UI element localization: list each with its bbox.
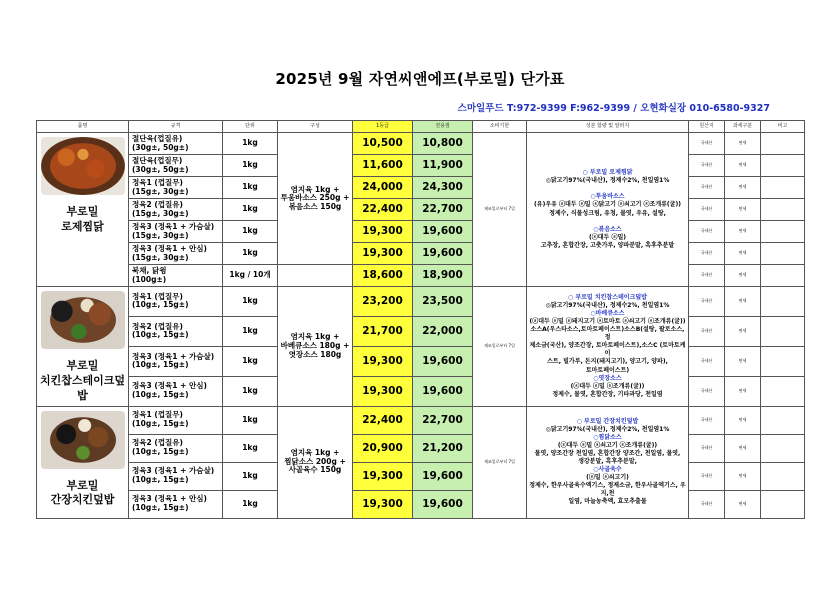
ingredient-line: ○사골육수	[593, 466, 622, 474]
note-cell	[761, 287, 805, 317]
ingredient-line: 소스A(우스타소스,토마토페이스트)소스B(설탕, 팔로소스, 정	[530, 326, 685, 342]
note-cell	[761, 434, 805, 462]
product-brand: 부로밀	[66, 478, 99, 492]
spec-cell	[129, 434, 223, 462]
tax-cell: 면세	[725, 490, 761, 518]
note-cell	[761, 221, 805, 243]
unit-cell: 1kg	[223, 199, 278, 221]
grade1-price: 19,300	[353, 462, 413, 490]
spec-size: (100g±)	[132, 274, 167, 284]
tax-cell: 면세	[725, 462, 761, 490]
header-exclusive: 전용점	[413, 121, 473, 133]
exclusive-price: 18,900	[413, 265, 473, 287]
composition-cell: 염지육 1kg + 바베큐소스 180g + 엿장소스 180g	[278, 287, 353, 407]
grade1-price: 18,600	[353, 265, 413, 287]
exclusive-price: 19,600	[413, 221, 473, 243]
expiry-cell: 제조일로부터 7일	[473, 133, 527, 287]
spec-cut: 정육2 (껍질유)	[132, 199, 183, 209]
expiry-cell: 제조일로부터 7일	[473, 287, 527, 407]
note-cell	[761, 462, 805, 490]
spec-size: (10g±, 15g±)	[132, 447, 189, 457]
tax-cell: 면세	[725, 177, 761, 199]
product-brand: 부로밀	[66, 205, 99, 218]
ingredient-line: 생강분말, 흑후추분말,	[578, 457, 637, 465]
price-table	[36, 120, 805, 519]
origin-cell: 국내산	[689, 406, 725, 434]
ingredient-line: ◎닭고기97%(국내산), 정제수2%, 천일염1%	[545, 425, 670, 433]
contact-info: 스마일푸드 T:972-9399 F:962-9399 / 오현화실장 010-6580-9327	[457, 103, 770, 114]
composition-cell: 염지육 1kg + 투움바소스 250g + 볶음소스 150g	[278, 133, 353, 265]
spec-cell	[129, 265, 223, 287]
tax-cell: 면세	[725, 133, 761, 155]
table-row	[37, 199, 805, 221]
spec-size: (15g±, 30g±)	[132, 252, 189, 262]
spec-size: (10g±, 15g±)	[132, 475, 189, 485]
chicken-chop-steak-rice-photo	[41, 291, 125, 349]
note-cell	[761, 133, 805, 155]
spec-cell	[129, 221, 223, 243]
spec-size: (10g±, 15g±)	[132, 419, 189, 429]
product-name: 치킨찹스테이크덮밥	[39, 373, 125, 402]
spec-cell	[129, 406, 223, 434]
exclusive-price: 22,700	[413, 406, 473, 434]
spec-size: (15g±, 30g±)	[132, 186, 189, 196]
table-row	[37, 133, 805, 155]
spec-cut: 정육3 (정육1 + 가슴살)	[132, 221, 215, 231]
spec-size: (30g±, 50g±)	[132, 142, 189, 152]
origin-cell: 국내산	[689, 199, 725, 221]
unit-cell: 1kg	[223, 490, 278, 518]
ingredient-line: ○ 부로밀 로제찜닭	[582, 169, 633, 177]
ingredient-line: ◎닭고기97%(국내산), 정제수2%, 천일염1%	[545, 177, 670, 185]
spec-cell	[129, 177, 223, 199]
ingredient-line: 정제수, 식물성크림, 유청, 물엿, 우유, 설탕,	[549, 209, 666, 217]
exclusive-price: 19,600	[413, 462, 473, 490]
spec-cell	[129, 346, 223, 376]
grade1-price: 19,300	[353, 221, 413, 243]
origin-cell: 국내산	[689, 177, 725, 199]
unit-cell: 1kg / 10개	[223, 265, 278, 287]
table-row	[37, 221, 805, 243]
note-cell	[761, 490, 805, 518]
table-row	[37, 346, 805, 376]
tax-cell: 면세	[725, 199, 761, 221]
spec-cut: 정육3 (정육1 + 안심)	[132, 381, 207, 391]
table-row	[37, 243, 805, 265]
ingredient-line: 고추장, 혼합간장, 고춧가루, 양파분말, 흑후추분말	[540, 241, 675, 249]
note-cell	[761, 199, 805, 221]
spec-cut: 정육3 (정육1 + 안심)	[132, 243, 207, 253]
table-row	[37, 265, 805, 287]
grade1-price: 24,000	[353, 177, 413, 199]
exclusive-price: 21,200	[413, 434, 473, 462]
tax-cell: 면세	[725, 265, 761, 287]
exclusive-price: 10,800	[413, 133, 473, 155]
spec-cell	[129, 376, 223, 406]
spec-cell	[129, 287, 223, 317]
tax-cell: 면세	[725, 243, 761, 265]
composition-cell-empty	[278, 265, 353, 287]
table-row	[37, 177, 805, 199]
note-cell	[761, 406, 805, 434]
page-title: 2025년 9월 자연씨앤에프(부로밀) 단가표	[275, 70, 565, 88]
grade1-price: 19,300	[353, 346, 413, 376]
note-cell	[761, 177, 805, 199]
spec-size: (10g±, 15g±)	[132, 390, 189, 400]
table-row	[37, 155, 805, 177]
origin-cell: 국내산	[689, 133, 725, 155]
ingredient-line: 정제수, 한우사골육수엑기스, 정제소금, 한우사골엑기스, 우지,천	[529, 482, 686, 498]
ingredient-line: (ⓢ대두 ⓢ밀 ⓢ조개류(굴))	[570, 382, 645, 390]
exclusive-price: 19,600	[413, 243, 473, 265]
exclusive-price: 19,600	[413, 490, 473, 518]
spec-cut: 북채, 닭윙	[132, 265, 167, 275]
grade1-price: 21,700	[353, 316, 413, 346]
origin-cell: 국내산	[689, 434, 725, 462]
table-row	[37, 490, 805, 518]
grade1-price: 20,900	[353, 434, 413, 462]
composition-cell: 염지육 1kg + 찜닭소스 200g + 사골육수 150g	[278, 406, 353, 518]
exclusive-price: 11,900	[413, 155, 473, 177]
grade1-price: 19,300	[353, 243, 413, 265]
note-cell	[761, 346, 805, 376]
ingredient-line: 토마토페이스트)	[585, 366, 630, 374]
expiry-cell: 제조일로부터 7일	[473, 406, 527, 518]
soy-chicken-rice-photo	[41, 411, 125, 469]
spec-cut: 절단육(껍질무)	[132, 155, 183, 165]
unit-cell: 1kg	[223, 133, 278, 155]
spec-size: (10g±, 15g±)	[132, 330, 189, 340]
unit-cell: 1kg	[223, 155, 278, 177]
origin-cell: 국내산	[689, 287, 725, 317]
spec-size: (30g±, 50g±)	[132, 164, 189, 174]
unit-cell: 1kg	[223, 346, 278, 376]
product-name: 로제찜닭	[61, 219, 104, 233]
ingredient-line: ○찜닭소스	[593, 433, 622, 441]
origin-cell: 국내산	[689, 462, 725, 490]
exclusive-price: 24,300	[413, 177, 473, 199]
ingredient-line: (ⓢ밀 ⓢ쇠고기)	[586, 474, 629, 482]
spec-cell	[129, 462, 223, 490]
ingredient-line: (ⓢ대두 ⓢ밀)	[589, 233, 626, 241]
header-spec: 규격	[129, 121, 223, 133]
unit-cell: 1kg	[223, 221, 278, 243]
tax-cell: 면세	[725, 287, 761, 317]
spec-cut: 정육1 (껍질무)	[132, 291, 183, 301]
header-grade1: 1등급	[353, 121, 413, 133]
spec-cut: 절단육(껍질유)	[132, 133, 183, 143]
grade1-price: 23,200	[353, 287, 413, 317]
spec-cut: 정육1 (껍질무)	[132, 177, 183, 187]
ingredient-line: 정제수, 물엿, 혼합간장, 기타과당, 천일염	[552, 390, 663, 398]
spec-size: (15g±, 30g±)	[132, 208, 189, 218]
ingredient-line: ○투움바소스	[590, 193, 625, 201]
unit-cell: 1kg	[223, 243, 278, 265]
tax-cell: 면세	[725, 155, 761, 177]
spec-cell	[129, 199, 223, 221]
tax-cell: 면세	[725, 346, 761, 376]
product-cell	[37, 133, 129, 287]
tax-cell: 면세	[725, 434, 761, 462]
product-cell	[37, 406, 129, 518]
header-unit: 단위	[223, 121, 278, 133]
exclusive-price: 19,600	[413, 376, 473, 406]
note-cell	[761, 376, 805, 406]
grade1-price: 10,500	[353, 133, 413, 155]
ingredient-line: ○볶음소스	[593, 225, 622, 233]
grade1-price: 22,400	[353, 199, 413, 221]
table-row	[37, 462, 805, 490]
spec-size: (10g±, 15g±)	[132, 360, 189, 370]
table-row	[37, 434, 805, 462]
spec-size: (10g±, 15g±)	[132, 503, 189, 513]
spec-cell	[129, 155, 223, 177]
origin-cell: 국내산	[689, 221, 725, 243]
ingredient-line: (ⓢ대두 ⓢ밀 ⓢ돼지고기 ⓢ토마토 ⓢ쇠고기 ⓢ조개류(굴))	[529, 317, 686, 325]
note-cell	[761, 316, 805, 346]
origin-cell: 국내산	[689, 243, 725, 265]
ingredient-line: 물엿, 양조간장 천일염, 혼합간장 양조간, 천일염, 물엿,	[534, 449, 681, 457]
ingredients-cell	[527, 133, 689, 287]
exclusive-price: 22,700	[413, 199, 473, 221]
ingredient-line: 제소금(국산), 양조간장, 토마토페이스트),소스C (토마토케이	[529, 342, 686, 358]
grade1-price: 19,300	[353, 376, 413, 406]
product-name: 간장치킨덮밥	[50, 493, 115, 507]
header-product: 품명	[37, 121, 129, 133]
product-brand: 부로밀	[66, 359, 99, 372]
spec-cell	[129, 490, 223, 518]
ingredient-line: (유)우유 ⓢ대두 ⓢ밀 ⓢ닭고기 ⓢ쇠고기 ⓢ조개류(굴))	[534, 201, 681, 209]
ingredient-line: ◎닭고기97%(국내산), 정제수2%, 천일염1%	[545, 301, 670, 309]
origin-cell: 국내산	[689, 265, 725, 287]
header-expiry: 소비기한	[473, 121, 527, 133]
origin-cell: 국내산	[689, 376, 725, 406]
note-cell	[761, 265, 805, 287]
ingredient-line: ○엿장소스	[593, 374, 622, 382]
spec-cut: 정육3 (정육1 + 가슴살)	[132, 466, 215, 476]
rose-braised-chicken-photo	[41, 137, 125, 195]
note-cell	[761, 243, 805, 265]
tax-cell: 면세	[725, 221, 761, 243]
origin-cell: 국내산	[689, 316, 725, 346]
grade1-price: 19,300	[353, 490, 413, 518]
spec-cut: 정육2 (껍질유)	[132, 321, 183, 331]
unit-cell: 1kg	[223, 376, 278, 406]
unit-cell: 1kg	[223, 462, 278, 490]
header-note: 비고	[761, 121, 805, 133]
spec-cut: 정육1 (껍질무)	[132, 410, 183, 420]
header-origin: 원산지	[689, 121, 725, 133]
ingredient-line: ○ 부로밀 치킨찹스테이크덮밥	[568, 293, 647, 301]
header-ingredients: 성분 함량 및 알러지	[527, 121, 689, 133]
header-tax: 과세구분	[725, 121, 761, 133]
spec-cut: 정육3 (정육1 + 안심)	[132, 494, 207, 504]
ingredient-line: ○바베큐소스	[590, 309, 625, 317]
spec-size: (15g±, 30g±)	[132, 230, 189, 240]
table-row	[37, 316, 805, 346]
ingredients-cell	[527, 406, 689, 518]
unit-cell: 1kg	[223, 406, 278, 434]
tax-cell: 면세	[725, 376, 761, 406]
origin-cell: 국내산	[689, 490, 725, 518]
ingredient-line: 일염, 마늘농축액, 효모추출물	[568, 498, 647, 506]
origin-cell: 국내산	[689, 346, 725, 376]
spec-cell	[129, 316, 223, 346]
spec-cell	[129, 133, 223, 155]
grade1-price: 22,400	[353, 406, 413, 434]
origin-cell: 국내산	[689, 155, 725, 177]
note-cell	[761, 155, 805, 177]
unit-cell: 1kg	[223, 316, 278, 346]
spec-cut: 정육2 (껍질유)	[132, 438, 183, 448]
spec-cut: 정육3 (정육1 + 가슴살)	[132, 351, 215, 361]
unit-cell: 1kg	[223, 177, 278, 199]
product-cell	[37, 287, 129, 407]
ingredient-line: 스트, 빌가루, 돈지(돼지고기), 양고기, 양파),	[547, 358, 668, 366]
table-row	[37, 287, 805, 317]
ingredient-line: ○ 부로밀 간장치킨덮밥	[576, 417, 639, 425]
ingredient-line: (ⓢ대두 ⓢ밀 ⓢ쇠고기 ⓢ조개류(굴))	[557, 441, 658, 449]
grade1-price: 11,600	[353, 155, 413, 177]
ingredient-line	[529, 218, 686, 226]
tax-cell: 면세	[725, 406, 761, 434]
exclusive-price: 22,000	[413, 316, 473, 346]
exclusive-price: 23,500	[413, 287, 473, 317]
spec-size: (10g±, 15g±)	[132, 300, 189, 310]
unit-cell: 1kg	[223, 287, 278, 317]
exclusive-price: 19,600	[413, 346, 473, 376]
table-row	[37, 376, 805, 406]
spec-cell	[129, 243, 223, 265]
table-row	[37, 406, 805, 434]
tax-cell: 면세	[725, 316, 761, 346]
header-composition: 구성	[278, 121, 353, 133]
unit-cell: 1kg	[223, 434, 278, 462]
ingredients-cell	[527, 287, 689, 407]
table-header-row	[37, 121, 805, 133]
